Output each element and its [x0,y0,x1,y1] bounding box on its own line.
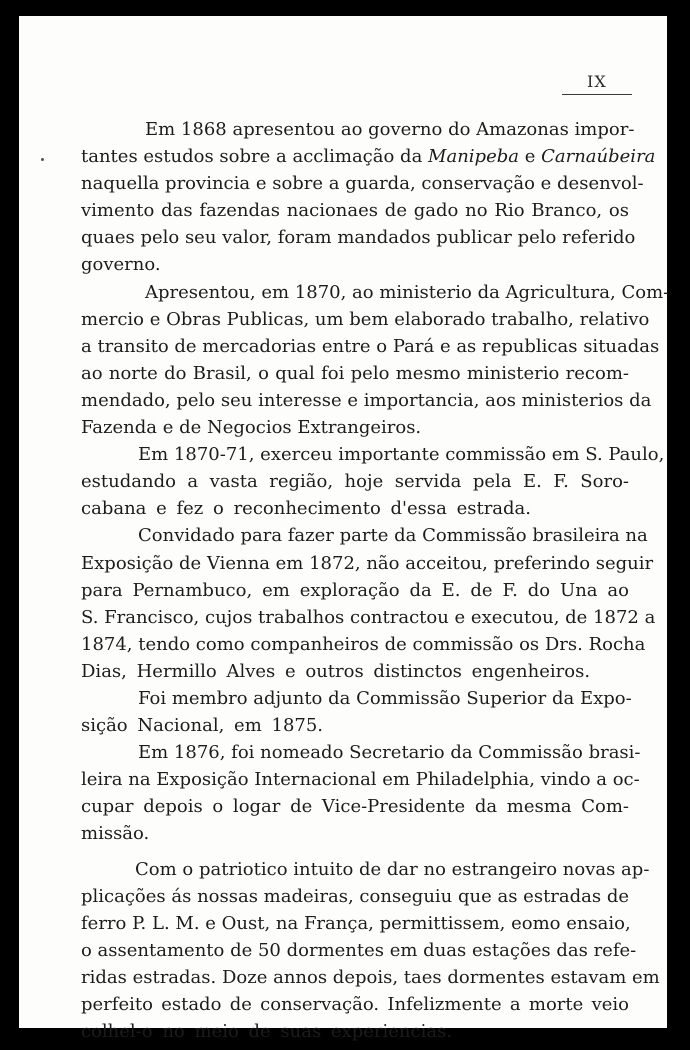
text-line: quaes pelo seu valor, foram mandados publicar pelo referido [81,227,636,249]
text-line: governo. [81,254,161,276]
page-number: IX [587,72,607,91]
text-line: ao norte do Brasil, o qual foi pelo mesmo ministerio recom- [81,362,629,384]
paragraph-madeiras [81,856,660,1046]
paragraph-1876 [81,739,641,847]
text-line: Em 1870-71, exerceu importante commissão em S. Paulo, [138,444,665,466]
text-line: Em 1876, foi nomeado Secretario da Commissão brasi- [138,742,641,764]
text-line: plicações ás nossas madeiras, conseguiu que as estradas de [81,885,630,907]
page-number-rule [562,94,632,95]
text-line: missão. [81,823,150,845]
text-line: colhel-o no meio de suas experiencias. [81,1021,453,1043]
paragraph-1870 [81,279,670,442]
text-line: vimento das fazendas nacionaes de gado no Rio Branco, os [81,200,629,222]
text-line: ridas estradas. Doze annos depois, taes dormentes estavam em [81,966,660,988]
body-text [81,116,670,1045]
text-line: estudando a vasta região, hoje servida pela E. F. Soro- [81,471,629,493]
text-line: cupar depois o logar de Vice-Presidente da mesma Com- [81,796,629,818]
text-line: leira na Exposição Internacional em Philadelphia, vindo a oc- [81,769,640,791]
text-line: Em 1868 apresentou ao governo do Amazonas impor- [145,119,635,140]
text-line: Dias, Hermillo Alves e outros distinctos engenheiros. [81,660,591,682]
paragraph-vienna [81,522,656,685]
paragraph-1868 [81,116,656,279]
text-line: Convidado para fazer parte da Commissão brasileira na [138,525,648,547]
book-page [19,16,670,1043]
text-line: mendado, pelo seu interesse e importancia, aos ministerios da [81,389,652,411]
conjunction: e [524,146,536,168]
print-speck [41,158,44,161]
text-line: mercio e Obras Publicas, um bem elaborado trabalho, relativo [81,308,650,330]
paragraph-1875 [81,685,632,739]
text-line: cabana e fez o reconhecimento d'essa estrada. [81,498,532,520]
text-line: naquella provincia e sobre a guarda, conservação e desenvol- [81,173,644,195]
text-line: 1874, tendo como companheiros de commissão os Drs. Rocha [81,633,646,655]
text-line-lead: tantes estudos sobre a acclimação da [81,146,423,168]
text-line: S. Francisco, cujos trabalhos contractou e executou, de 1872 a [81,606,656,628]
text-line: para Pernambuco, em exploração da E. de F. do Una ao [81,579,629,601]
text-line: Apresentou, em 1870, ao ministerio da Agricultura, Com- [145,281,670,303]
text-line: Fazenda e de Negocios Extrangeiros. [81,417,422,439]
text-line: perfeito estado de conservação. Infelizmente a morte veio [81,994,629,1015]
text-line: Exposição de Vienna em 1872, não acceitou, preferindo seguir [81,552,654,574]
paragraph-1870-71 [81,441,665,522]
text-line: o assentamento de 50 dormentes em duas estações das refe- [81,939,637,961]
italic-term: Manipeba [428,146,519,168]
text-line: Com o patriotico intuito de dar no estrangeiro novas ap- [135,858,650,880]
text-line: sição Nacional, em 1875. [81,715,324,737]
text-line: a transito de mercadorias entre o Pará e as republicas situadas [81,335,660,357]
text-line: ferro P. L. M. e Oust, na França, permittissem, eomo ensaio, [81,912,631,934]
text-line: Foi membro adjunto da Commissão Superior da Expo- [138,687,632,709]
text-line [81,143,656,170]
italic-term: Carnaúbeira [541,146,656,168]
